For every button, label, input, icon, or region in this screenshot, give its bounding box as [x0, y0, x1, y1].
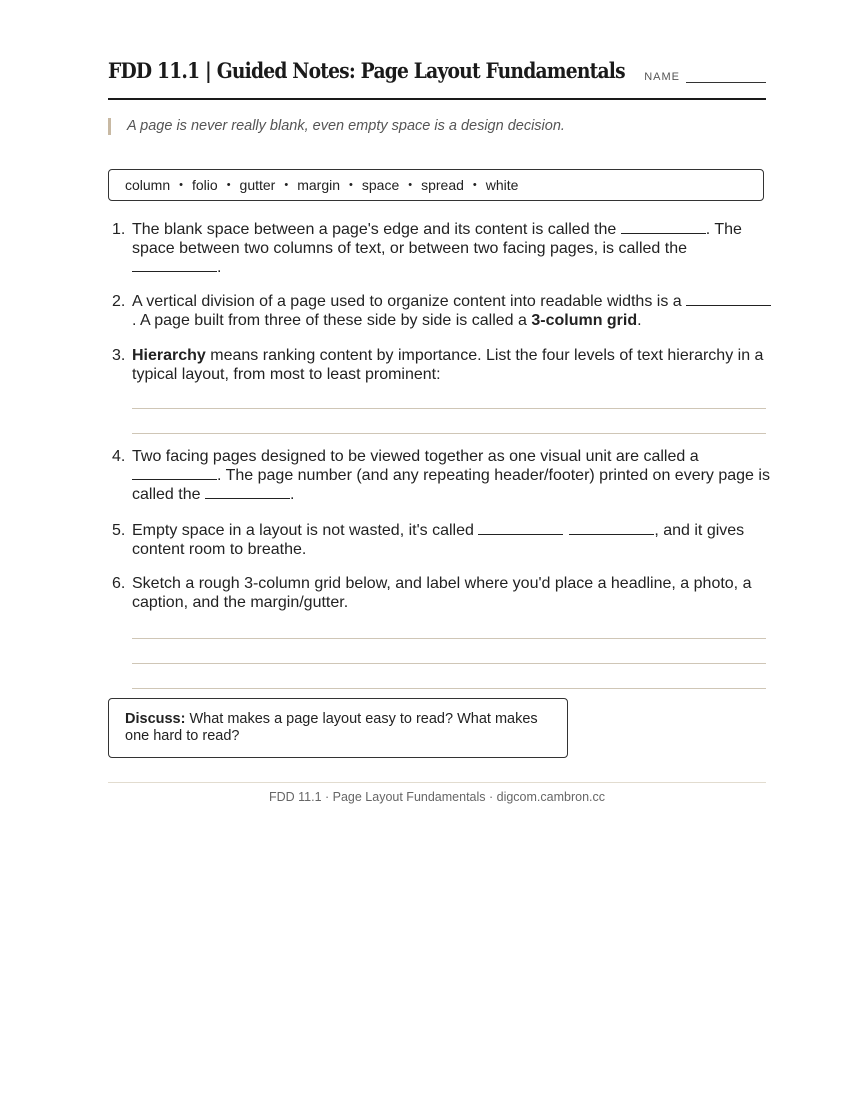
answer-blank[interactable]: [686, 292, 771, 306]
question-text: Two facing pages designed to be viewed together as one visual unit are called a . The page number (and any repeating header/footer) printed on every page is called the .: [132, 448, 770, 503]
writing-line[interactable]: [132, 384, 766, 409]
question-number: 3.: [112, 347, 126, 364]
word-bank-separator: •: [472, 179, 477, 191]
answer-blank[interactable]: [132, 258, 217, 272]
question-5: [112, 521, 772, 559]
question-text: The blank space between a page's edge and its content is called the . The space between two columns of text, or between two facing pages, is called the .: [132, 221, 742, 276]
answer-blank[interactable]: [569, 521, 654, 535]
writing-line[interactable]: [132, 664, 766, 689]
answer-blank[interactable]: [621, 220, 706, 234]
word-bank-item: spread: [421, 177, 464, 193]
question-text: Hierarchy means ranking content by importance. List the four levels of text hierarchy in a typical layout, from most to least prominent:: [132, 347, 764, 383]
pull-quote: A page is never really blank, even empty space is a design decision.: [108, 118, 567, 135]
writing-line[interactable]: [132, 409, 766, 434]
writing-line[interactable]: [132, 614, 766, 639]
question-number: 4.: [112, 448, 126, 465]
question-text: A vertical division of a page used to organize content into readable widths is a . A page built from three of these side by side is called a 3-column grid.: [132, 292, 772, 330]
word-bank-separator: •: [226, 179, 231, 191]
word-bank-separator: •: [349, 179, 353, 191]
discuss-text: What makes a page layout easy to read? What makes one hard to read?: [125, 711, 538, 744]
question-1: [112, 220, 772, 277]
word-bank-item: column: [125, 177, 171, 193]
question-text: Sketch a rough 3-column grid below, and label where you'd place a headline, a photo, a caption, and the margin/gutter.: [132, 575, 752, 611]
word-bank-separator: •: [408, 179, 413, 191]
answer-blank[interactable]: [205, 485, 290, 499]
name-label: NAME: [644, 71, 680, 83]
name-blank[interactable]: [686, 72, 766, 83]
question-2: [112, 292, 772, 330]
question-4: [112, 447, 772, 504]
word-bank-separator: •: [284, 179, 289, 191]
word-bank: [108, 169, 764, 201]
question-text: Empty space in a layout is not wasted, it's called , and it gives content room to breathe.: [132, 522, 745, 558]
question-3: [112, 346, 772, 434]
answer-blank[interactable]: [478, 521, 563, 535]
worksheet-header: [108, 56, 766, 100]
page-footer: FDD 11.1 · Page Layout Fundamentals · digcom.cambron.cc: [268, 790, 606, 804]
question-number: 2.: [112, 293, 126, 310]
word-bank-item: folio: [192, 177, 218, 193]
page-title: FDD 11.1 | Guided Notes: Page Layout Fundamentals: [108, 58, 625, 83]
answer-blank[interactable]: [132, 466, 217, 480]
word-bank-item: space: [361, 177, 400, 193]
discuss-box: [108, 698, 568, 758]
writing-line[interactable]: [132, 639, 766, 664]
name-field: [644, 71, 766, 83]
question-number: 6.: [112, 575, 126, 592]
question-number: 1.: [112, 221, 126, 238]
discuss-label: Discuss:: [125, 711, 186, 727]
question-6: [112, 574, 772, 689]
word-bank-item: white: [485, 177, 519, 193]
question-number: 5.: [112, 522, 126, 539]
footer-divider: [108, 782, 766, 783]
word-bank-item: gutter: [239, 177, 276, 193]
word-bank-separator: •: [179, 179, 183, 191]
word-bank-item: margin: [297, 177, 341, 193]
